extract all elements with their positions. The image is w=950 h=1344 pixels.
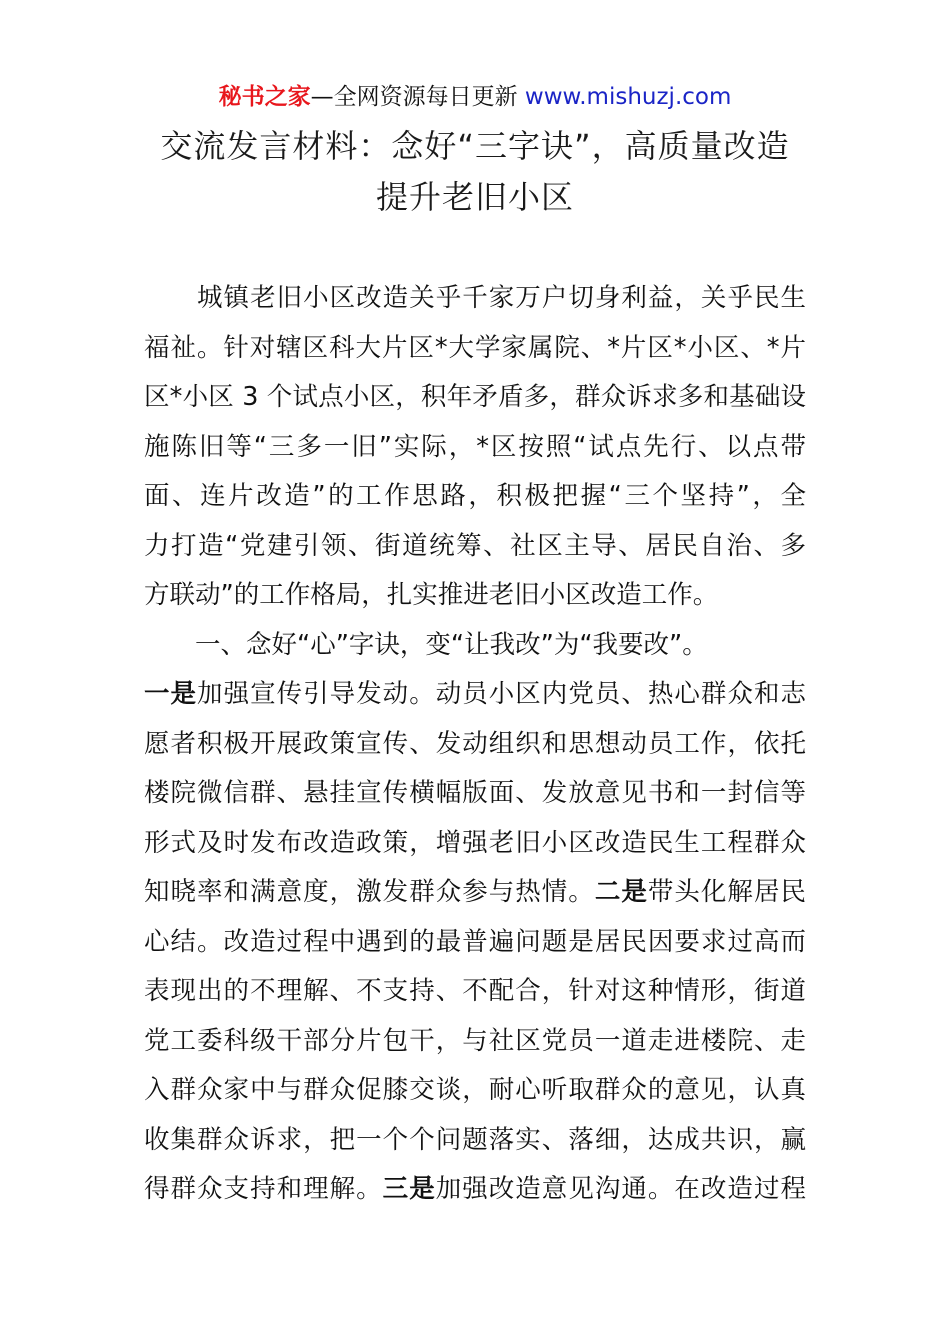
paragraph-line: 方联动”的工作格局，扎实推进老旧小区改造工作。: [144, 580, 719, 610]
paragraph-line: 形式及时发布改造政策，增强老旧小区改造民生工程群众: [144, 828, 806, 858]
point-marker: 二是: [594, 877, 648, 907]
point-marker: 一是: [144, 679, 198, 709]
paragraph-line: 愿者积极开展政策宣传、发动组织和思想动员工作，依托: [144, 729, 806, 759]
paragraph-line: 区*小区 3 个试点小区，积年矛盾多，群众诉求多和基础设: [144, 382, 806, 412]
paragraph-line: 收集群众诉求，把一个个问题落实、落细，达成共识，赢: [144, 1125, 806, 1155]
paragraph-text: 加强改造意见沟通。在改造过程: [435, 1174, 806, 1204]
paragraph-line: 党工委科级干部分片包干，与社区党员一道走进楼院、走: [144, 1026, 806, 1056]
paragraph-line: 城镇老旧小区改造关乎千家万户切身利益，关乎民生: [144, 283, 806, 313]
point-marker: 三是: [382, 1174, 436, 1204]
paragraph-text: 知晓率和满意度，激发群众参与热情。: [144, 877, 595, 907]
page-title-line-2: 提升老旧小区: [375, 178, 574, 216]
page-title-line-1: 交流发言材料：念好“三字诀”，高质量改造: [160, 127, 790, 165]
paragraph-line: 楼院微信群、悬挂宣传横幅版面、发放意见书和一封信等: [144, 778, 806, 808]
paragraph-line: 表现出的不理解、不支持、不配合，针对这种情形，街道: [144, 976, 806, 1006]
paragraph-line: 心结。改造过程中遇到的最普遍问题是居民因要求过高而: [144, 927, 806, 957]
header-tagline: —全网资源每日更新: [310, 84, 525, 110]
paragraph-line: 力打造“党建引领、街道统筹、社区主导、居民自治、多: [144, 531, 806, 561]
paragraph-line: [144, 1164, 806, 1214]
site-url-link[interactable]: www.mishuzj.com: [524, 84, 732, 110]
section-heading: 一、念好“心”字诀，变“让我改”为“我要改”。: [144, 630, 708, 660]
paragraph-text: 带头化解居民: [647, 877, 806, 907]
brand-name: 秘书之家: [218, 84, 311, 110]
paragraph-line: [144, 669, 806, 719]
paragraph-text: 加强宣传引导发动。动员小区内党员、热心群众和志: [197, 679, 806, 709]
paragraph-line: 福祉。针对辖区科大片区*大学家属院、*片区*小区、*片: [144, 333, 806, 363]
paragraph-line: 面、连片改造”的工作思路，积极把握“三个坚持”，全: [144, 481, 806, 511]
paragraph-line: 入群众家中与群众促膝交谈，耐心听取群众的意见，认真: [144, 1075, 806, 1105]
site-header: [0, 80, 950, 114]
paragraph-text: 得群众支持和理解。: [144, 1174, 383, 1204]
paragraph-line: [144, 867, 806, 917]
paragraph-line: 施陈旧等“三多一旧”实际，*区按照“试点先行、以点带: [144, 432, 806, 462]
